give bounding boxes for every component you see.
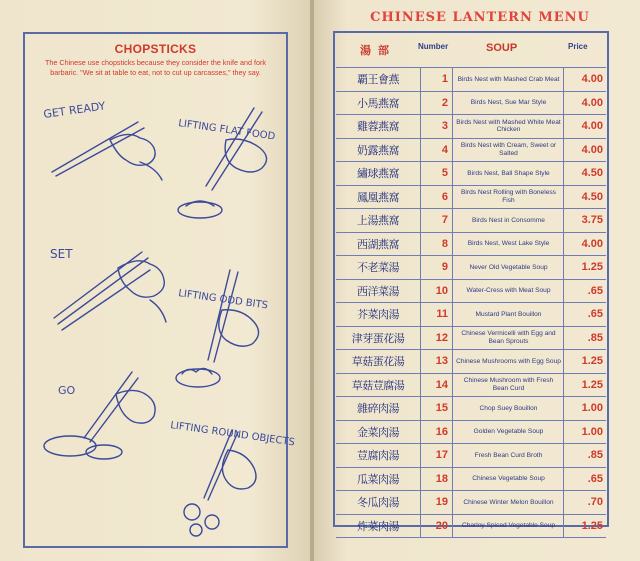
item-chinese: 草菇荳腐湯 [336, 374, 421, 397]
item-name: Birds Nest in Consomme [454, 209, 564, 232]
menu-row [336, 67, 606, 91]
menu-row [336, 208, 606, 232]
item-price: 3.75 [581, 214, 603, 227]
item-chinese: 奶露燕窩 [336, 139, 421, 162]
item-number: 1 [421, 68, 453, 91]
item-price: .65 [587, 472, 603, 485]
item-price: 4.00 [581, 73, 603, 86]
menu-row [336, 91, 606, 115]
chopsticks-title: CHOPSTICKS [114, 42, 197, 56]
item-price: .85 [587, 449, 603, 462]
menu-row [336, 161, 606, 185]
item-price: 4.00 [581, 237, 603, 250]
item-price: 1.25 [581, 355, 603, 368]
item-number: 4 [421, 139, 453, 162]
set-drawing [54, 252, 166, 330]
menu-row [336, 232, 606, 256]
item-name: Chinese Mushroom with Fresh Bean Curd [454, 374, 564, 397]
step-label-lifting-odd-bits: LIFTING ODD BITS [177, 288, 269, 312]
item-price: 1.25 [581, 378, 603, 391]
item-number: 2 [421, 92, 453, 115]
round-objects-drawing [184, 430, 256, 536]
item-name: Chinese Vegetable Soup [454, 468, 564, 491]
get-ready-drawing [52, 122, 162, 180]
item-price: 1.00 [581, 425, 603, 438]
menu-row [336, 443, 606, 467]
item-chinese: 草菇蛋花湯 [336, 350, 421, 373]
item-number: 16 [421, 421, 453, 444]
item-number: 19 [421, 491, 453, 514]
item-price: 4.00 [581, 96, 603, 109]
menu-row [336, 255, 606, 279]
item-chinese: 西湖燕窩 [336, 233, 421, 256]
item-chinese: 瓜菜肉湯 [336, 468, 421, 491]
soup-list [336, 67, 606, 538]
item-chinese: 繡球燕窩 [336, 162, 421, 185]
item-name: Birds Nest Rolling with Boneless Fish [454, 186, 564, 209]
item-name: Charloy Spiced Vegetable Soup [454, 515, 564, 538]
menu-row [336, 514, 606, 539]
item-price: 4.00 [581, 143, 603, 156]
item-chinese: 津芽蛋花湯 [336, 327, 421, 350]
item-chinese: 金菜肉湯 [336, 421, 421, 444]
menu-title: CHINESE LANTERN MENU [370, 10, 590, 25]
item-price: 4.50 [581, 167, 603, 180]
chopsticks-illustrations [0, 0, 312, 561]
item-number: 8 [421, 233, 453, 256]
item-number: 11 [421, 303, 453, 326]
item-chinese: 炸菜肉湯 [336, 515, 421, 538]
item-name: Never Old Vegetable Soup [454, 256, 564, 279]
item-chinese: 雞蓉燕窩 [336, 115, 421, 138]
step-label-get-ready: GET READY [42, 99, 107, 121]
item-price: 4.00 [581, 120, 603, 133]
menu-row [336, 349, 606, 373]
step-label-lifting-flat-food: LIFTING FLAT FOOD [177, 118, 276, 143]
menu-row [336, 114, 606, 138]
item-number: 13 [421, 350, 453, 373]
item-chinese: 荳腐肉湯 [336, 444, 421, 467]
item-chinese: 覇王會燕 [336, 68, 421, 91]
menu-row [336, 420, 606, 444]
item-price: 1.25 [581, 261, 603, 274]
item-price: 1.25 [581, 519, 603, 532]
header-price: Price [568, 42, 588, 51]
item-price: .70 [587, 496, 603, 509]
item-number: 10 [421, 280, 453, 303]
menu-row [336, 302, 606, 326]
item-price: 1.00 [581, 402, 603, 415]
item-name: Birds Nest, Ball Shape Style [454, 162, 564, 185]
item-number: 5 [421, 162, 453, 185]
item-name: Birds Nest, West Lake Style [454, 233, 564, 256]
item-name: Chinese Mushrooms with Egg Soup [454, 350, 564, 373]
item-name: Fresh Bean Curd Broth [454, 444, 564, 467]
item-number: 20 [421, 515, 453, 538]
item-number: 3 [421, 115, 453, 138]
item-number: 15 [421, 397, 453, 420]
item-number: 9 [421, 256, 453, 279]
item-name: Birds Nest, Sue Mar Style [454, 92, 564, 115]
item-chinese: 鳳凰燕窩 [336, 186, 421, 209]
item-name: Birds Nest with Mashed White Meat Chicken [454, 115, 564, 138]
step-label-set: SET [50, 247, 73, 261]
item-chinese: 不老菜湯 [336, 256, 421, 279]
step-label-go: GO [58, 384, 76, 397]
item-name: Mustard Plant Bouillon [454, 303, 564, 326]
item-number: 6 [421, 186, 453, 209]
menu-row [336, 185, 606, 209]
item-price: .65 [587, 308, 603, 321]
item-name: Birds Nest with Mashed Crab Meat [454, 68, 564, 91]
menu-row [336, 326, 606, 350]
item-name: Chinese Vermicelli with Egg and Bean Sprouts [454, 327, 564, 350]
chopsticks-intro: The Chinese use chopsticks because they consider the knife and fork barbaric. "We sit at table to eat, not to cut up carcasses," they say. [45, 58, 266, 77]
header-soup: SOUP [486, 42, 518, 54]
item-name: Golden Vegetable Soup [454, 421, 564, 444]
item-name: Water-Cress with Meat Soup [454, 280, 564, 303]
item-number: 18 [421, 468, 453, 491]
menu-row [336, 467, 606, 491]
item-chinese: 雜碎肉湯 [336, 397, 421, 420]
item-chinese: 冬瓜肉湯 [336, 491, 421, 514]
item-number: 14 [421, 374, 453, 397]
item-number: 12 [421, 327, 453, 350]
item-price: 4.50 [581, 190, 603, 203]
item-price: .65 [587, 284, 603, 297]
menu-row [336, 490, 606, 514]
item-chinese: 上湯燕窩 [336, 209, 421, 232]
menu-row [336, 373, 606, 397]
item-chinese: 芥菜肉湯 [336, 303, 421, 326]
item-name: Chop Suey Bouillon [454, 397, 564, 420]
item-name: Chinese Winter Melon Bouillon [454, 491, 564, 514]
step-label-lifting-round-objects: LIFTING ROUND OBJECTS [169, 420, 296, 449]
item-number: 17 [421, 444, 453, 467]
item-chinese: 西洋菜湯 [336, 280, 421, 303]
header-number: Number [418, 42, 449, 51]
menu-row [336, 396, 606, 420]
menu-row [336, 138, 606, 162]
odd-bits-drawing [176, 270, 259, 387]
item-name: Birds Nest with Cream, Sweet or Salted [454, 139, 564, 162]
menu-row [336, 279, 606, 303]
header-chinese: 湯 部 [360, 45, 392, 57]
item-chinese: 小馬燕窩 [336, 92, 421, 115]
item-price: .85 [587, 331, 603, 344]
item-number: 7 [421, 209, 453, 232]
